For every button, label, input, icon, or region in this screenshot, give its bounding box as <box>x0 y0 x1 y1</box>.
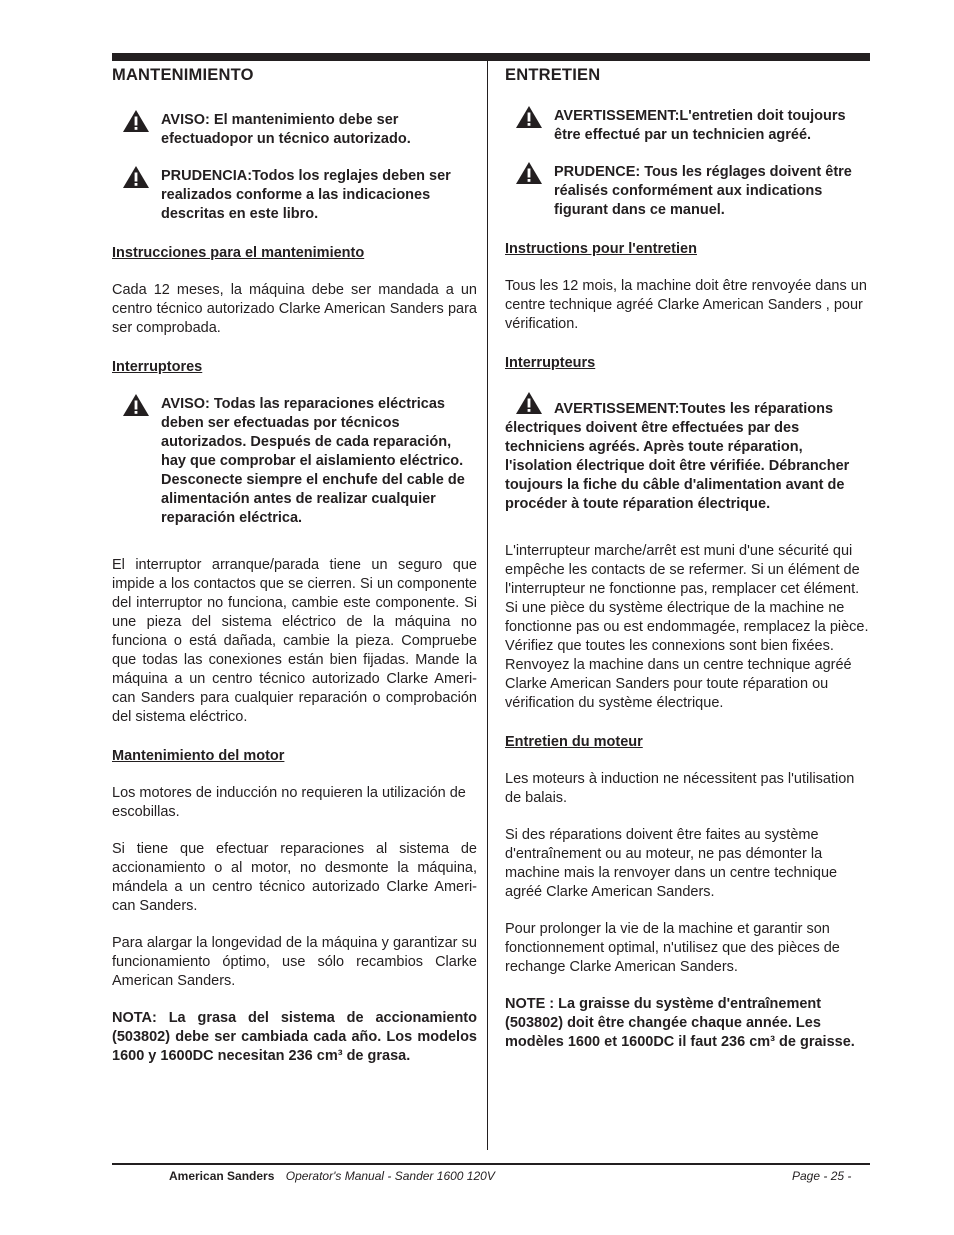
caution-text: PRUDENCIA:Todos los reglajes deben ser realizados conforme a las indicaciones descritas en este libro. <box>161 168 451 222</box>
spanish-column <box>112 66 477 1084</box>
paragraph: Si des réparations doivent être faites au système d'entraînement ou au moteur, ne pas démonter la machine mais la renvoyer dans un centre technique agréé Clarke American Sanders. <box>505 827 838 900</box>
warning-icon <box>122 109 150 133</box>
warning-block <box>505 107 870 145</box>
caution-block <box>112 167 477 224</box>
footer-rule <box>112 1163 870 1165</box>
paragraph: Si tiene que efectuar reparaciones al sistema de accionamiento o al motor, no desmonte la máquina, mándela a un centro técnico autorizado Clarke Ameri-can Sanders. <box>112 841 477 914</box>
warning-text: AVERTISSEMENT:L'entretien doit toujours être effectué par un technicien agréé. <box>554 108 846 143</box>
warning-text: AVERTISSEMENT:Toutes les réparations électriques doivent être effectuées par des techniciens agréés. Après toute réparation, l'isolation électrique doit être vérifiée. Débrancher toujours la fiche du câble d'alimentation avant de procéder à toute réparation électrique. <box>505 401 850 512</box>
note: NOTA: La grasa del sistema de accionamiento (503802) debe ser cambiada cada año. Los modelos 1600 y 1600DC necesitan 236 cm³ de grasa. <box>112 1010 477 1064</box>
paragraph: Cada 12 meses, la máquina debe ser mandada a un centro técnico autorizado Clarke American Sanders para ser comprobada. <box>112 282 477 336</box>
warning-icon <box>122 165 150 189</box>
header-rule <box>112 53 870 61</box>
warning-block <box>112 111 477 149</box>
paragraph: Tous les 12 mois, la machine doit être renvoyée dans un centre technique agréé Clarke American Sanders , pour vérification. <box>505 278 867 332</box>
paragraph: Les moteurs à induction ne nécessitent pas l'utilisation de balais. <box>505 771 855 806</box>
footer-brand: American Sanders <box>169 1169 275 1183</box>
subheading: Instructions pour l'entretien <box>505 241 697 257</box>
warning-icon <box>515 391 543 415</box>
subheading: Interrupteurs <box>505 355 596 371</box>
warning-icon <box>515 105 543 129</box>
paragraph: Para alargar la longevidad de la máquina y garantizar su funcionamiento óptimo, use sólo recambios Clarke American Sanders. <box>112 935 477 989</box>
subheading: Instrucciones para el mantenimiento <box>112 245 365 261</box>
paragraph: Pour prolonger la vie de la machine et garantir son fonctionnement optimal, n'utilisez que des pièces de rechange Clarke American Sanders. <box>505 921 840 975</box>
warning-text: AVISO: El mantenimiento debe ser efectuadopor un técnico autorizado. <box>161 112 411 147</box>
paragraph: El interruptor arranque/parada tiene un seguro que impide a los contactos que se cierren. Si un componente del interruptor no funciona, cambie este componente. Si une pieza del sistema eléctrico de la máquina no funciona o está dañada, cambie la pieza. Compruebe que todas las conexiones están bien fijadas. Mande la máquina a un centro técnico autorizado Clarke Ameri-can Sanders para cualquier reparación o comprobación del sistema eléctrico. <box>112 557 477 725</box>
electrical-warning-block <box>112 395 477 528</box>
warning-icon <box>515 161 543 185</box>
section-heading: MANTENIMIENTO <box>112 66 254 84</box>
warning-icon <box>122 393 150 417</box>
french-column <box>505 66 870 1070</box>
electrical-warning-block <box>505 391 870 514</box>
subheading: Interruptores <box>112 359 203 375</box>
column-divider <box>487 61 488 1150</box>
paragraph: L'interrupteur marche/arrêt est muni d'une sécurité qui empêche les contacts de se refermer. Si un élément de l'interrupteur ne fonctionne pas, remplacer cet élément. Si une pièce du système électrique de la machine ne fonctionne pas ou est endommagée, remplacez la pièce. Vérifiez que toutes les connexions sont bien fixées. Renvoyez la machine dans un centre technique agréé Clarke American Sanders pour toute réparation ou vérification du système électrique. <box>505 543 869 711</box>
subheading: Entretien du moteur <box>505 734 643 750</box>
caution-block <box>505 163 870 220</box>
footer-manual: Operator's Manual - Sander 1600 120V <box>285 1169 495 1183</box>
footer-title <box>169 1169 495 1183</box>
note: NOTE : La graisse du système d'entraînement (503802) doit être changée chaque année. Les modèles 1600 et 1600DC il faut 236 cm³ de graisse. <box>505 996 855 1050</box>
section-heading: ENTRETIEN <box>505 66 601 84</box>
warning-text: AVISO: Todas las reparaciones eléctricas deben ser efectuadas por técnicos autorizados. Después de cada reparación, hay que comprobar el aislamiento eléctrico. Desconecte siempre el enchufe del cable de alimentación antes de realizar cualquier reparación eléctrica. <box>161 396 465 526</box>
caution-text: PRUDENCE: Tous les réglages doivent être réalisés conformément aux indications figurant dans ce manuel. <box>554 164 852 218</box>
paragraph: Los motores de inducción no requieren la utilización de escobillas. <box>112 785 466 820</box>
subheading: Mantenimiento del motor <box>112 748 285 764</box>
page-number: Page - 25 - <box>792 1169 852 1183</box>
